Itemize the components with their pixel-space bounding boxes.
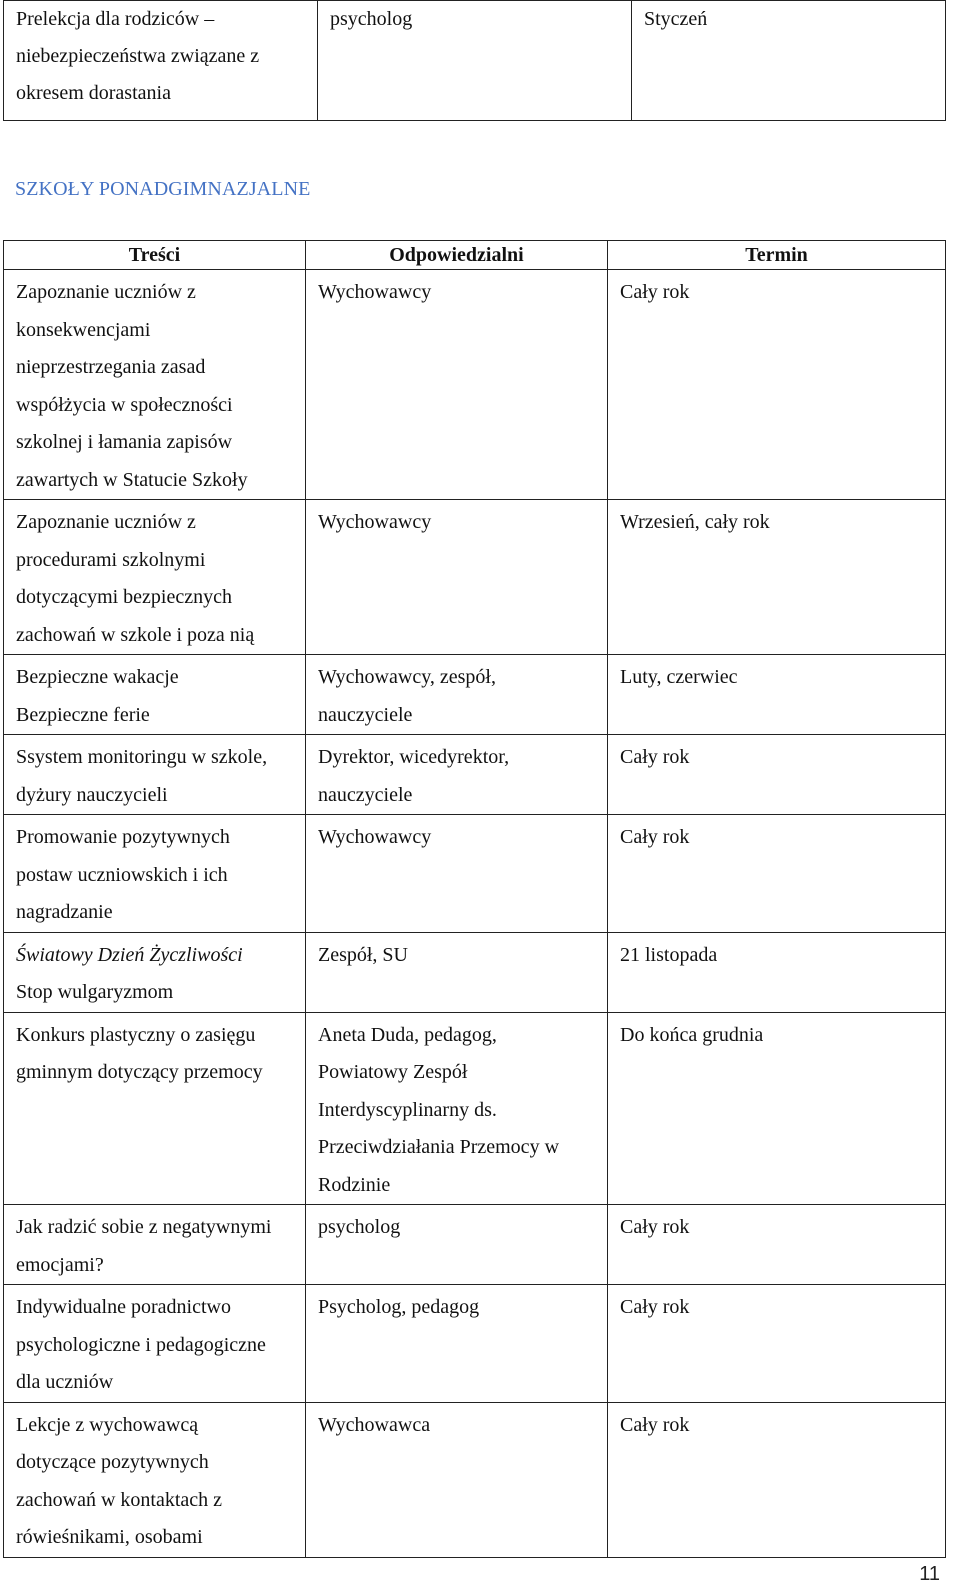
cell-line: Indywidualne poradnictwo: [16, 1296, 231, 1318]
table-row: [4, 815, 946, 933]
cell-line: dotyczącymi bezpiecznych: [16, 586, 232, 608]
cell-line: Zapoznanie uczniów z: [16, 511, 196, 533]
cell-line: dotyczące pozytywnych: [16, 1451, 209, 1473]
cell-line: Cały rok: [620, 826, 690, 848]
cell-tresci: [4, 270, 306, 500]
cell-line: niebezpieczeństwa związane z: [16, 45, 260, 67]
cell-line: zachowań w kontaktach z: [16, 1488, 223, 1511]
cell-tresci: [4, 735, 306, 815]
cell-line: psycholog: [330, 8, 413, 30]
table-row: [4, 655, 946, 735]
cell-line: Do końca grudnia: [620, 1023, 764, 1046]
cell-line: Rodzinie: [318, 1173, 391, 1196]
column-header-odpowiedzialni: Odpowiedzialni: [306, 241, 608, 270]
cell-termin: [608, 1285, 946, 1403]
table-row: [4, 932, 946, 1012]
cell-line: Konkurs plastyczny o zasięgu: [16, 1023, 256, 1046]
cell-line: Interdyscyplinarny ds.: [318, 1098, 497, 1121]
table-row: [4, 500, 946, 655]
cell-odpowiedzialni: [306, 1012, 608, 1205]
cell-line: Ssystem monitoringu w szkole,: [16, 746, 268, 768]
cell-line: Luty, czerwiec: [620, 666, 738, 688]
cell-tresci: [4, 1205, 306, 1285]
cell-line: rówieśnikami, osobami: [16, 1526, 203, 1548]
cell-line: Cały rok: [620, 1216, 690, 1238]
cell-line: procedurami szkolnymi: [16, 548, 206, 571]
cell-line: Wychowawcy, zespół,: [318, 666, 496, 688]
cell-line-italic: Światowy Dzień Życzliwości: [16, 943, 243, 966]
cell-termin: [608, 735, 946, 815]
cell-line: Wychowawcy: [318, 511, 432, 533]
table-row: [4, 270, 946, 500]
cell-termin: [608, 270, 946, 500]
cell-line: dla uczniów: [16, 1371, 114, 1393]
cell-line: dyżury nauczycieli: [16, 783, 168, 806]
cell-termin: [608, 1012, 946, 1205]
cell-termin: [632, 1, 946, 121]
cell-tresci: [4, 1285, 306, 1403]
table-row: [4, 1285, 946, 1403]
cell-tresci: [4, 815, 306, 933]
cell-line: zawartych w Statucie Szkoły: [16, 468, 248, 491]
cell-line: konsekwencjami: [16, 318, 151, 341]
cell-tresci: [4, 1, 318, 121]
table-row: [4, 735, 946, 815]
table-row: [4, 1402, 946, 1557]
cell-termin: [608, 1402, 946, 1557]
cell-odpowiedzialni: [306, 1205, 608, 1285]
cell-termin: [608, 655, 946, 735]
cell-termin: [608, 815, 946, 933]
cell-tresci: [4, 932, 306, 1012]
page-number: 11: [919, 1563, 940, 1585]
cell-odpowiedzialni: [306, 500, 608, 655]
cell-line: Styczeń: [644, 8, 708, 30]
cell-odpowiedzialni: [306, 932, 608, 1012]
cell-line: nieprzestrzegania zasad: [16, 356, 206, 378]
table-row: [4, 1205, 946, 1285]
top-table-fragment: [3, 0, 946, 121]
cell-odpowiedzialni: [306, 270, 608, 500]
cell-line: nauczyciele: [318, 703, 413, 726]
cell-line: nauczyciele: [318, 783, 413, 806]
cell-line: Bezpieczne wakacje: [16, 666, 179, 688]
cell-line: Cały rok: [620, 1413, 690, 1436]
cell-line: okresem dorastania: [16, 82, 171, 104]
cell-line: Dyrektor, wicedyrektor,: [318, 746, 510, 768]
cell-line: Cały rok: [620, 281, 690, 303]
cell-line: psychologiczne i pedagogiczne: [16, 1333, 266, 1356]
cell-odpowiedzialni: [306, 655, 608, 735]
cell-line: Psycholog, pedagog: [318, 1296, 480, 1318]
cell-line: współżycia w społeczności: [16, 393, 233, 416]
cell-odpowiedzialni: [306, 1402, 608, 1557]
cell-line: Zapoznanie uczniów z: [16, 281, 196, 303]
table-row: [4, 1, 946, 121]
cell-line: Wrzesień, cały rok: [620, 511, 770, 533]
cell-line: psycholog: [318, 1216, 401, 1238]
cell-line: Stop wulgaryzmom: [16, 981, 174, 1003]
cell-line: Powiatowy Zespół: [318, 1061, 468, 1083]
table-body: [4, 270, 946, 1558]
cell-line: Aneta Duda, pedagog,: [318, 1023, 497, 1046]
cell-line: Wychowawcy: [318, 281, 432, 303]
cell-line: postaw uczniowskich i ich: [16, 863, 228, 886]
cell-termin: [608, 500, 946, 655]
cell-odpowiedzialni: [306, 815, 608, 933]
cell-line: Prelekcja dla rodziców –: [16, 8, 215, 30]
cell-tresci: [4, 500, 306, 655]
cell-line: zachowań w szkole i poza nią: [16, 623, 255, 646]
cell-line: Zespół, SU: [318, 943, 408, 966]
cell-line: Cały rok: [620, 1296, 690, 1318]
cell-odpowiedzialni: [306, 1285, 608, 1403]
cell-tresci: [4, 1012, 306, 1205]
cell-line: gminnym dotyczący przemocy: [16, 1061, 263, 1083]
schedule-table: [3, 240, 946, 1558]
cell-line: Wychowawca: [318, 1413, 431, 1436]
cell-line: Jak radzić sobie z negatywnymi: [16, 1216, 272, 1238]
cell-line: Promowanie pozytywnych: [16, 826, 230, 848]
cell-odpowiedzialni: [318, 1, 632, 121]
cell-termin: [608, 1205, 946, 1285]
table-header-row: [4, 241, 946, 270]
cell-termin: [608, 932, 946, 1012]
cell-line: Przeciwdziałania Przemocy w: [318, 1136, 560, 1158]
cell-line: Lekcje z wychowawcą: [16, 1413, 199, 1436]
cell-line: szkolnej i łamania zapisów: [16, 431, 233, 453]
cell-line: nagradzanie: [16, 901, 113, 923]
cell-line: Bezpieczne ferie: [16, 703, 150, 726]
cell-line: Wychowawcy: [318, 826, 432, 848]
section-heading: SZKOŁY PONADGIMNAZJALNE: [15, 178, 311, 200]
cell-odpowiedzialni: [306, 735, 608, 815]
cell-line: 21 listopada: [620, 943, 718, 966]
cell-line: Cały rok: [620, 746, 690, 768]
cell-tresci: [4, 655, 306, 735]
column-header-tresci: Treści: [4, 241, 306, 270]
cell-line: emocjami?: [16, 1253, 104, 1276]
column-header-termin: Termin: [608, 241, 946, 270]
cell-tresci: [4, 1402, 306, 1557]
table-row: [4, 1012, 946, 1205]
